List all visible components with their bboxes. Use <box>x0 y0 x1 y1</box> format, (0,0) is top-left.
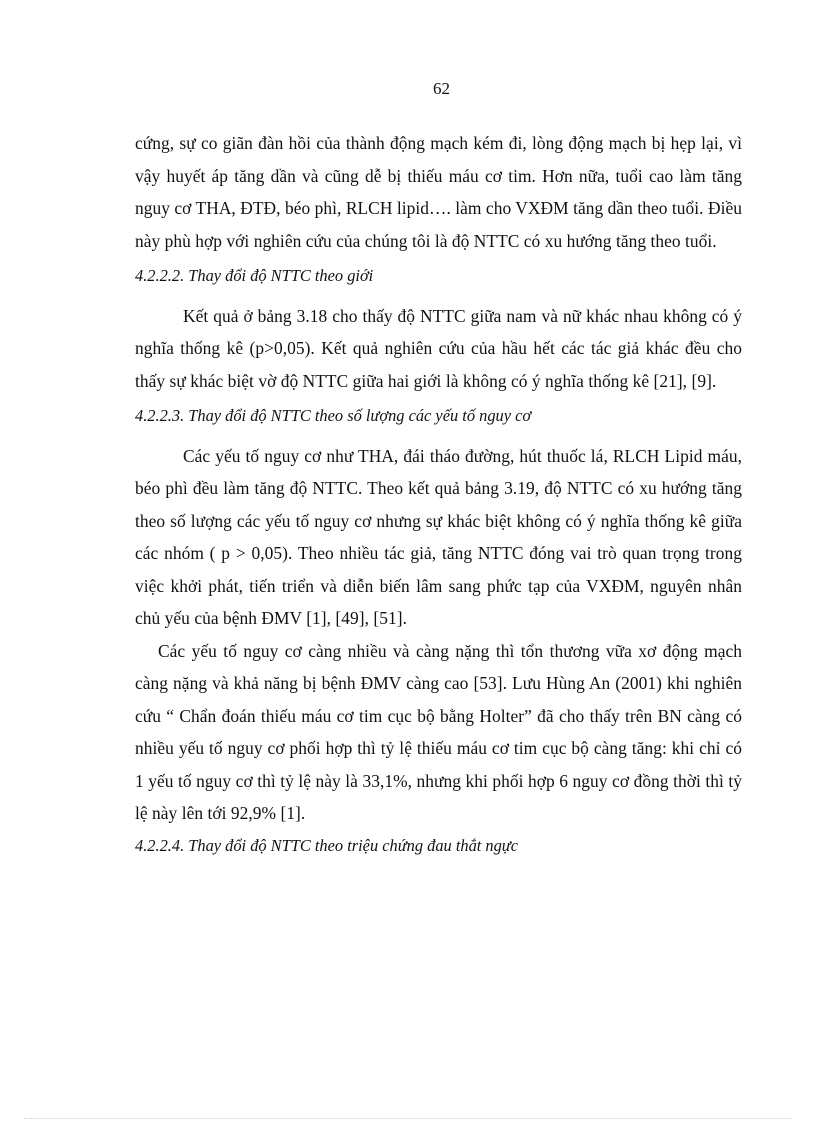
paragraph-age-stiffness: cứng, sự co giãn đàn hồi của thành động mạch kém đi, lòng động mạch bị hẹp lại, vì vậy huyết áp tăng dần và cũng dễ bị thiếu máu cơ tim. Hơn nữa, tuổi cao làm tăng nguy cơ THA, ĐTĐ, béo phì, RLCH lipid…. làm cho VXĐM tăng dần theo tuổi. Điều này phù hợp với nghiên cứu của chúng tôi là độ NTTC có xu hướng tăng theo tuổi. <box>135 133 742 251</box>
heading-4-2-2-2: 4.2.2.2. Thay đổi độ NTTC theo giới <box>135 266 374 285</box>
footer-divider <box>24 1118 792 1119</box>
paragraph-risk-factors: Các yếu tố nguy cơ như THA, đái tháo đường, hút thuốc lá, RLCH Lipid máu, béo phì đều làm tăng độ NTTC. Theo kết quả bảng 3.19, độ NTTC có xu hướng tăng theo số lượng các yếu tố nguy cơ nhưng sự khác biệt không có ý nghĩa thống kê giữa các nhóm ( p > 0,05). Theo nhiều tác giả, tăng NTTC đóng vai trò quan trọng trong việc khởi phát, tiến triển và diễn biến lâm sang phức tạp của VXĐM, nguyên nhân chủ yếu của bệnh ĐMV [1], [49], [51]. <box>135 445 742 628</box>
paragraph-gender: Kết quả ở bảng 3.18 cho thấy độ NTTC giữa nam và nữ khác nhau không có ý nghĩa thống kê (p>0,05). Kết quả nghiên cứu của hầu hết các tác giả khác đều cho thấy sự khác biệt vờ độ NTTC giữa hai giới là không có ý nghĩa thống kê [21], [9]. <box>135 305 742 391</box>
page-number: 62 <box>433 79 450 98</box>
document-body <box>135 127 742 869</box>
heading-4-2-2-4: 4.2.2.4. Thay đổi độ NTTC theo triệu chứng đau thắt ngực <box>135 835 519 855</box>
heading-4-2-2-3: 4.2.2.3. Thay đổi độ NTTC theo số lượng các yếu tố nguy cơ <box>135 406 532 425</box>
paragraph-risk-severity: Các yếu tố nguy cơ càng nhiều và càng nặng thì tổn thương vữa xơ động mạch càng nặng và khả năng bị bệnh ĐMV càng cao [53]. Lưu Hùng An (2001) khi nghiên cứu “ Chẩn đoán thiếu máu cơ tim cục bộ bằng Holter” đã cho thấy trên BN càng có nhiều yếu tố nguy cơ phối hợp thì tỷ lệ thiếu máu cơ tim cục bộ càng tăng: khi chỉ có 1 yếu tố nguy cơ thì tỷ lệ này là 33,1%, nhưng khi phối hợp 6 nguy cơ đồng thời thì tỷ lệ này lên tới 92,9% [1]. <box>135 640 742 823</box>
